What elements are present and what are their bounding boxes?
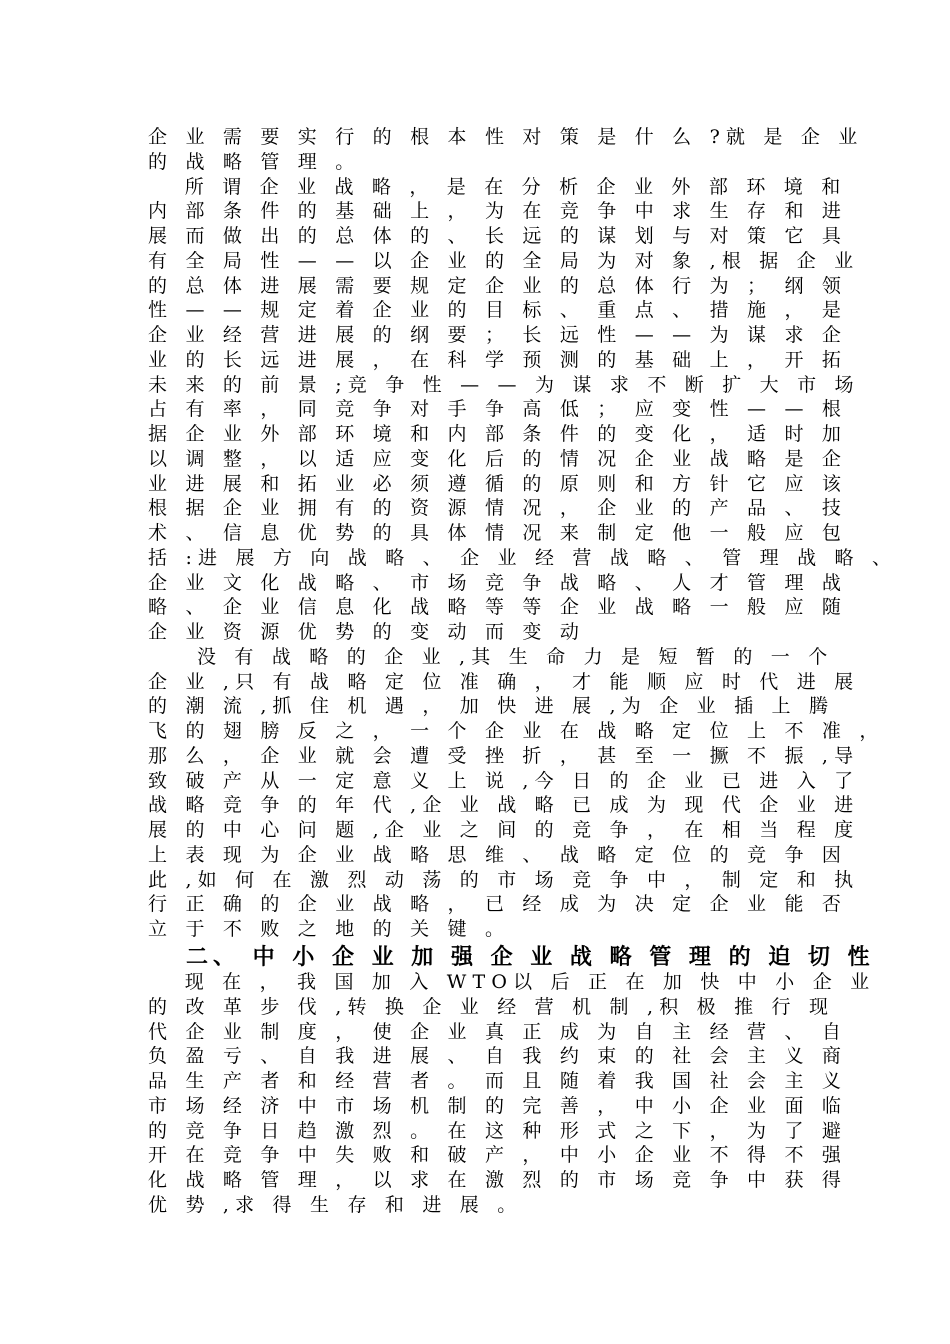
text-line: 的 竞 争 日 趋 激 烈 。 在 这 种 形 式 之 下 ， 为 了 避 xyxy=(148,1119,848,1142)
text-line: 展 的 中 心 问 题 ,企 业 之 间 的 竞 争 ， 在 相 当 程 度 xyxy=(148,819,860,841)
text-line: 的 潮 流 ,抓 住 机 遇 ， 加 快 进 展 ,为 企 业 插 上 腾 xyxy=(148,695,835,718)
text-line: 根 据 企 业 拥 有 的 资 源 情 况 ， 企 业 的 产 品 、 技 xyxy=(148,497,848,520)
text-line: 企 业 需 要 实 行 的 根 本 性 对 策 是 什 么 ?就 是 企 业 xyxy=(148,126,864,148)
text-line: 企 业 资 源 优 势 的 变 动 而 变 动 xyxy=(148,621,586,643)
text-line: 的 战 略 管 理 。 xyxy=(148,150,361,173)
text-line: 占 有 率 ， 同 竞 争 对 手 争 高 低 ； 应 变 性 — — 根 xyxy=(148,398,848,421)
text-line: 行 正 确 的 企 业 战 略 ， 已 经 成 为 决 定 企 业 能 否 xyxy=(148,893,848,916)
text-line: 所 谓 企 业 战 略 ， 是 在 分 析 企 业 外 部 环 境 和 xyxy=(148,175,847,198)
text-line: 企 业 经 营 进 展 的 纲 要 ； 长 远 性 — — 为 谋 求 企 xyxy=(148,324,848,346)
text-line: 致 破 产 从 一 定 意 义 上 说 ,今 日 的 企 业 已 进 入 了 xyxy=(148,769,860,792)
text-line: 没 有 战 略 的 企 业 ,其 生 命 力 是 短 暂 的 一 个 xyxy=(148,645,834,668)
text-line: 性 — — 规 定 着 企 业 的 目 标 、 重 点 、 措 施 ， 是 xyxy=(148,299,848,322)
text-line: 化 战 略 管 理 ， 以 求 在 激 烈 的 市 场 竞 争 中 获 得 xyxy=(148,1169,848,1191)
text-line: 据 企 业 外 部 环 境 和 内 部 条 件 的 变 化 ， 适 时 加 xyxy=(148,423,848,445)
text-line: 展 而 做 出 的 总 体 的 、 长 远 的 谋 划 与 对 策 它 具 xyxy=(148,225,848,247)
text-line: 企 业 ,只 有 战 略 定 位 准 确 ， 才 能 顺 应 时 代 进 展 xyxy=(148,670,860,693)
text-line: 业 的 长 远 进 展 ， 在 科 学 预 测 的 基 础 上 ， 开 拓 xyxy=(148,348,848,371)
text-line: 企 业 文 化 战 略 、 市 场 竞 争 战 略 、 人 才 管 理 战 xyxy=(148,571,848,594)
text-line: 负 盈 亏 、 自 我 进 展 、 自 我 约 束 的 社 会 主 义 商 xyxy=(148,1045,848,1068)
text-line: 品 生 产 者 和 经 营 者 。 而 且 随 着 我 国 社 会 主 义 xyxy=(148,1070,848,1092)
text-line: 有 全 局 性 — — 以 企 业 的 全 局 为 对 象 ,根 据 企 业 xyxy=(148,249,860,272)
text-line: 战 略 竞 争 的 年 代 ,企 业 战 略 已 成 为 现 代 企 业 进 xyxy=(148,794,860,817)
text-line: 现 在 ， 我 国 加 入 WTO以 后 正 在 加 快 中 小 企 业 xyxy=(148,971,876,993)
text-line: 上 表 现 为 企 业 战 略 思 维 、 战 略 定 位 的 竞 争 因 xyxy=(148,843,848,866)
text-line: 立 于 不 败 之 地 的 关 键 。 xyxy=(148,918,511,940)
text-line: 的 改 革 步 伐 ,转 换 企 业 经 营 机 制 ,积 极 推 行 现 xyxy=(148,995,835,1018)
text-line: 业 进 展 和 拓 业 必 须 遵 循 的 原 则 和 方 针 它 应 该 xyxy=(148,472,848,495)
text-line: 略 、 企 业 信 息 化 战 略 等 等 企 业 战 略 一 般 应 随 xyxy=(148,596,848,619)
text-line: 开 在 竞 争 中 失 败 和 破 产 ， 中 小 企 业 不 得 不 强 xyxy=(148,1144,848,1167)
text-line: 的 总 体 进 展 需 要 规 定 企 业 的 总 体 行 为 ； 纲 领 xyxy=(148,274,848,297)
text-line: 优 势 ,求 得 生 存 和 进 展 。 xyxy=(148,1193,523,1216)
text-line: 以 调 整 ， 以 适 应 变 化 后 的 情 况 企 业 战 略 是 企 xyxy=(148,447,848,470)
text-line: 市 场 经 济 中 市 场 机 制 的 完 善 ， 中 小 企 业 面 临 xyxy=(148,1094,848,1117)
text-line: 内 部 条 件 的 基 础 上 ， 为 在 竞 争 中 求 生 存 和 进 xyxy=(148,200,848,223)
text-line: 未 来 的 前 景 ;竞 争 性 — — 为 谋 求 不 断 扩 大 市 场 xyxy=(148,373,860,396)
text-line: 那 么 ， 企 业 就 会 遭 受 挫 折 ， 甚 至 一 撅 不 振 ,导 xyxy=(148,744,860,767)
section-heading: 二、 中 小 企 业 加 强 企 业 战 略 管 理 的 迫 切 性 xyxy=(186,945,875,970)
text-line: 括 :进 展 方 向 战 略 、 企 业 经 营 战 略 、 管 理 战 略 、 xyxy=(148,546,898,569)
text-line: 代 企 业 制 度 ， 使 企 业 真 正 成 为 自 主 经 营 、 自 xyxy=(148,1020,848,1043)
text-line: 飞 的 翅 膀 反 之 ， 一 个 企 业 在 战 略 定 位 上 不 准 ， xyxy=(148,720,885,742)
text-line: 术 、 信 息 优 势 的 具 体 情 况 来 制 定 他 一 般 应 包 xyxy=(148,522,848,544)
text-line: 此 ,如 何 在 激 烈 动 荡 的 市 场 竞 争 中 ， 制 定 和 执 xyxy=(148,868,860,891)
